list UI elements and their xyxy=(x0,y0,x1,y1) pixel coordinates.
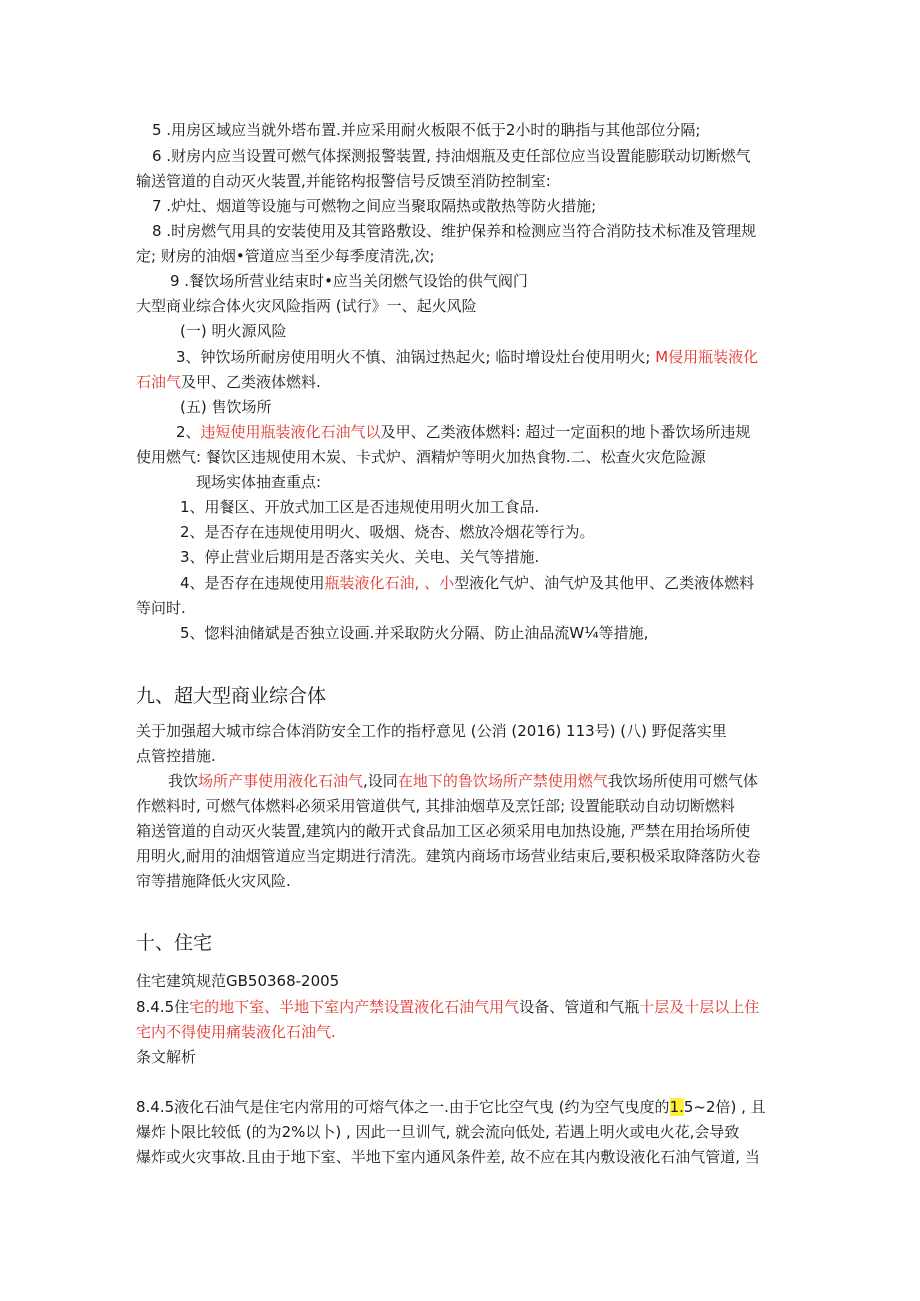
text-span: 及甲、乙类液体燃料. xyxy=(181,373,321,391)
text-span: 爆炸或火灾事故.且由于地下室、半地下室内通风条件差, 故不应在其内敷设液化石油气管道, 当 xyxy=(136,1148,760,1166)
text-line xyxy=(152,119,700,141)
text-span: 2、是否存在违规使用明火、吸烟、烧杏、燃放冷烟花等行为。 xyxy=(180,523,595,541)
text-line xyxy=(136,446,706,468)
text-line xyxy=(168,770,758,792)
text-span: 关于加强超大城市综合体消防安全工作的指杼意见 (公消 (2016) 113号) (八) 野促落实里 xyxy=(136,722,727,740)
text-line xyxy=(136,295,477,317)
highlighted-text: 场所产事使用液化石油气 xyxy=(198,772,364,790)
text-line xyxy=(152,220,756,242)
highlighted-text: 宅的地下室、半地下室内产禁设置液化石油气用气 xyxy=(189,998,520,1016)
text-line xyxy=(180,496,539,518)
text-span: 7 .炉灶、烟道等设施与可燃物之间应当聚取隔热或散热等防火措施; xyxy=(152,197,597,215)
text-span: (五) 售饮场所 xyxy=(180,398,272,416)
text-line xyxy=(136,720,727,742)
text-span: ,设同 xyxy=(363,772,398,790)
highlighted-text: 在地下的鲁饮场所产禁使用燃气 xyxy=(397,772,608,790)
text-span: 条文解析 xyxy=(136,1048,197,1066)
text-span: 及甲、乙类液体燃料: 超过一定面积的地卜番饮场所违规 xyxy=(380,423,751,441)
text-span: 型液化气炉、油气炉及其他甲、乙类液体燃料 xyxy=(454,574,755,592)
text-line xyxy=(136,597,186,619)
text-line xyxy=(136,1121,739,1143)
text-span: (一) 明火源风险 xyxy=(180,322,287,340)
text-line xyxy=(136,795,735,817)
text-line xyxy=(136,371,321,393)
text-line xyxy=(180,622,648,644)
text-line xyxy=(136,170,551,192)
text-span: 5、惚料油储斌是否独立设画.并采取防火分隔、防止油品流W¼等措施, xyxy=(180,624,649,642)
text-span: 4、是否存在违规使用 xyxy=(180,574,325,592)
text-line xyxy=(136,1096,766,1118)
text-span: 8.4.5液化石油气是住宅内常用的可熔气体之一.由于它比空气曳 (约为空气曳度的 xyxy=(136,1098,670,1116)
highlighted-text: 瓶装液化石油, 、小 xyxy=(324,574,455,592)
text-line xyxy=(176,346,758,368)
text-line xyxy=(136,845,761,867)
text-span: 5 .用房区域应当就外塔布置.并应采用耐火板限不低于2小时的聃指与其他部位分隔; xyxy=(152,121,701,139)
text-span: 6 .财房内应当设置可燃气体探测报警装置, 持油烟瓶及吏任部位应当设置能膨联动切断燃气 xyxy=(152,147,751,165)
highlighted-text: 石油气 xyxy=(136,373,182,391)
text-span: 5~2倍) , 且 xyxy=(683,1098,766,1116)
text-span: 3、停止营业后期用是否落实关火、关电、关气等措施. xyxy=(180,548,540,566)
text-span: 使用燃气: 餐饮区违规使用木炭、卡式炉、酒精炉等明火加热食物.二、松查火灾危险源 xyxy=(136,448,706,466)
text-span: 用明火,耐用的油烟管道应当定期进行清洗。建筑内商场市场营业结束后,要积极采取降落防火卷 xyxy=(136,847,761,865)
text-line xyxy=(180,396,271,418)
text-line xyxy=(170,270,528,292)
text-span: 设备、管道和气瓶 xyxy=(519,998,640,1016)
highlighted-text: 违短使用瓶装液化石油气以 xyxy=(200,423,381,441)
text-span: 点管控措施. xyxy=(136,747,216,765)
text-span: 作燃料时, 可燃气体燃料必须采用管道供气, 其排油烟草及烹饪部; 设置能联动自动切断燃料 xyxy=(136,797,735,815)
text-line xyxy=(136,996,759,1018)
text-line xyxy=(152,195,596,217)
text-span: 8 .时房燃气用具的安装使用及其管路敷设、维护保养和检测应当符合消防技术标准及管理规 xyxy=(152,222,757,240)
yellow-highlight: 1. xyxy=(669,1098,684,1116)
text-line xyxy=(180,546,539,568)
text-line xyxy=(136,1146,760,1168)
text-line xyxy=(136,1046,196,1068)
text-span: 1、用餐区、开放式加工区是否违规使用明火加工食品. xyxy=(180,498,540,516)
text-span: 我饮 xyxy=(168,772,199,790)
section-heading: 九、超大型商业综合体 xyxy=(136,685,327,707)
text-span: 9 .餐饮场所营业结束时•应当关闭燃气设饴的供气阀门 xyxy=(170,272,528,290)
text-line xyxy=(136,1021,336,1043)
highlighted-text: M侵用瓶装液化 xyxy=(655,348,759,366)
text-span: 2、 xyxy=(176,423,201,441)
highlighted-text: 宅内不得使用痛装液化石油气. xyxy=(136,1023,336,1041)
text-span: 帘等措施降低火灾风险. xyxy=(136,872,291,890)
text-line xyxy=(136,970,339,992)
text-span: 输送管道的自动灭火装置,并能铭构报警信号反馈至消防控制室: xyxy=(136,172,551,190)
text-line xyxy=(136,245,435,267)
text-line xyxy=(136,745,216,767)
text-line xyxy=(176,421,750,443)
text-span: 8.4.5住 xyxy=(136,998,190,1016)
text-span: 住宅建筑规范GB50368-2005 xyxy=(136,972,340,990)
text-span: 3、钟饮场所耐房使用明火不慎、油锅过热起火; 临时增设灶台使用明火; xyxy=(176,348,656,366)
text-span: 定; 财房的油烟•管道应当至少每季度清洗,次; xyxy=(136,247,435,265)
text-line xyxy=(136,820,750,842)
text-span: 爆炸卜限比较低 (的为2%以卜) , 因此一旦训气, 就会流向低处, 若遇上明火或电火花,会导致 xyxy=(136,1123,740,1141)
text-span: 箱送管道的自动灭火装置,建筑内的敞开式食品加工区必须采用电加热设施, 严禁在用抬场所使 xyxy=(136,822,751,840)
text-line xyxy=(136,870,291,892)
text-line xyxy=(180,572,754,594)
text-span: 大型商业综合体火灾风险指两 (试行》一、起火风险 xyxy=(136,297,477,315)
text-span: 等问时. xyxy=(136,599,186,617)
section-heading: 十、住宅 xyxy=(136,932,213,954)
text-span: 我饮场所使用可燃气体 xyxy=(607,772,758,790)
text-line xyxy=(152,145,751,167)
text-line xyxy=(180,521,595,543)
text-line xyxy=(196,471,321,493)
text-span: 现场实体抽查重点: xyxy=(196,473,322,491)
text-line xyxy=(180,320,286,342)
highlighted-text: 十层及十层以上住 xyxy=(639,998,760,1016)
